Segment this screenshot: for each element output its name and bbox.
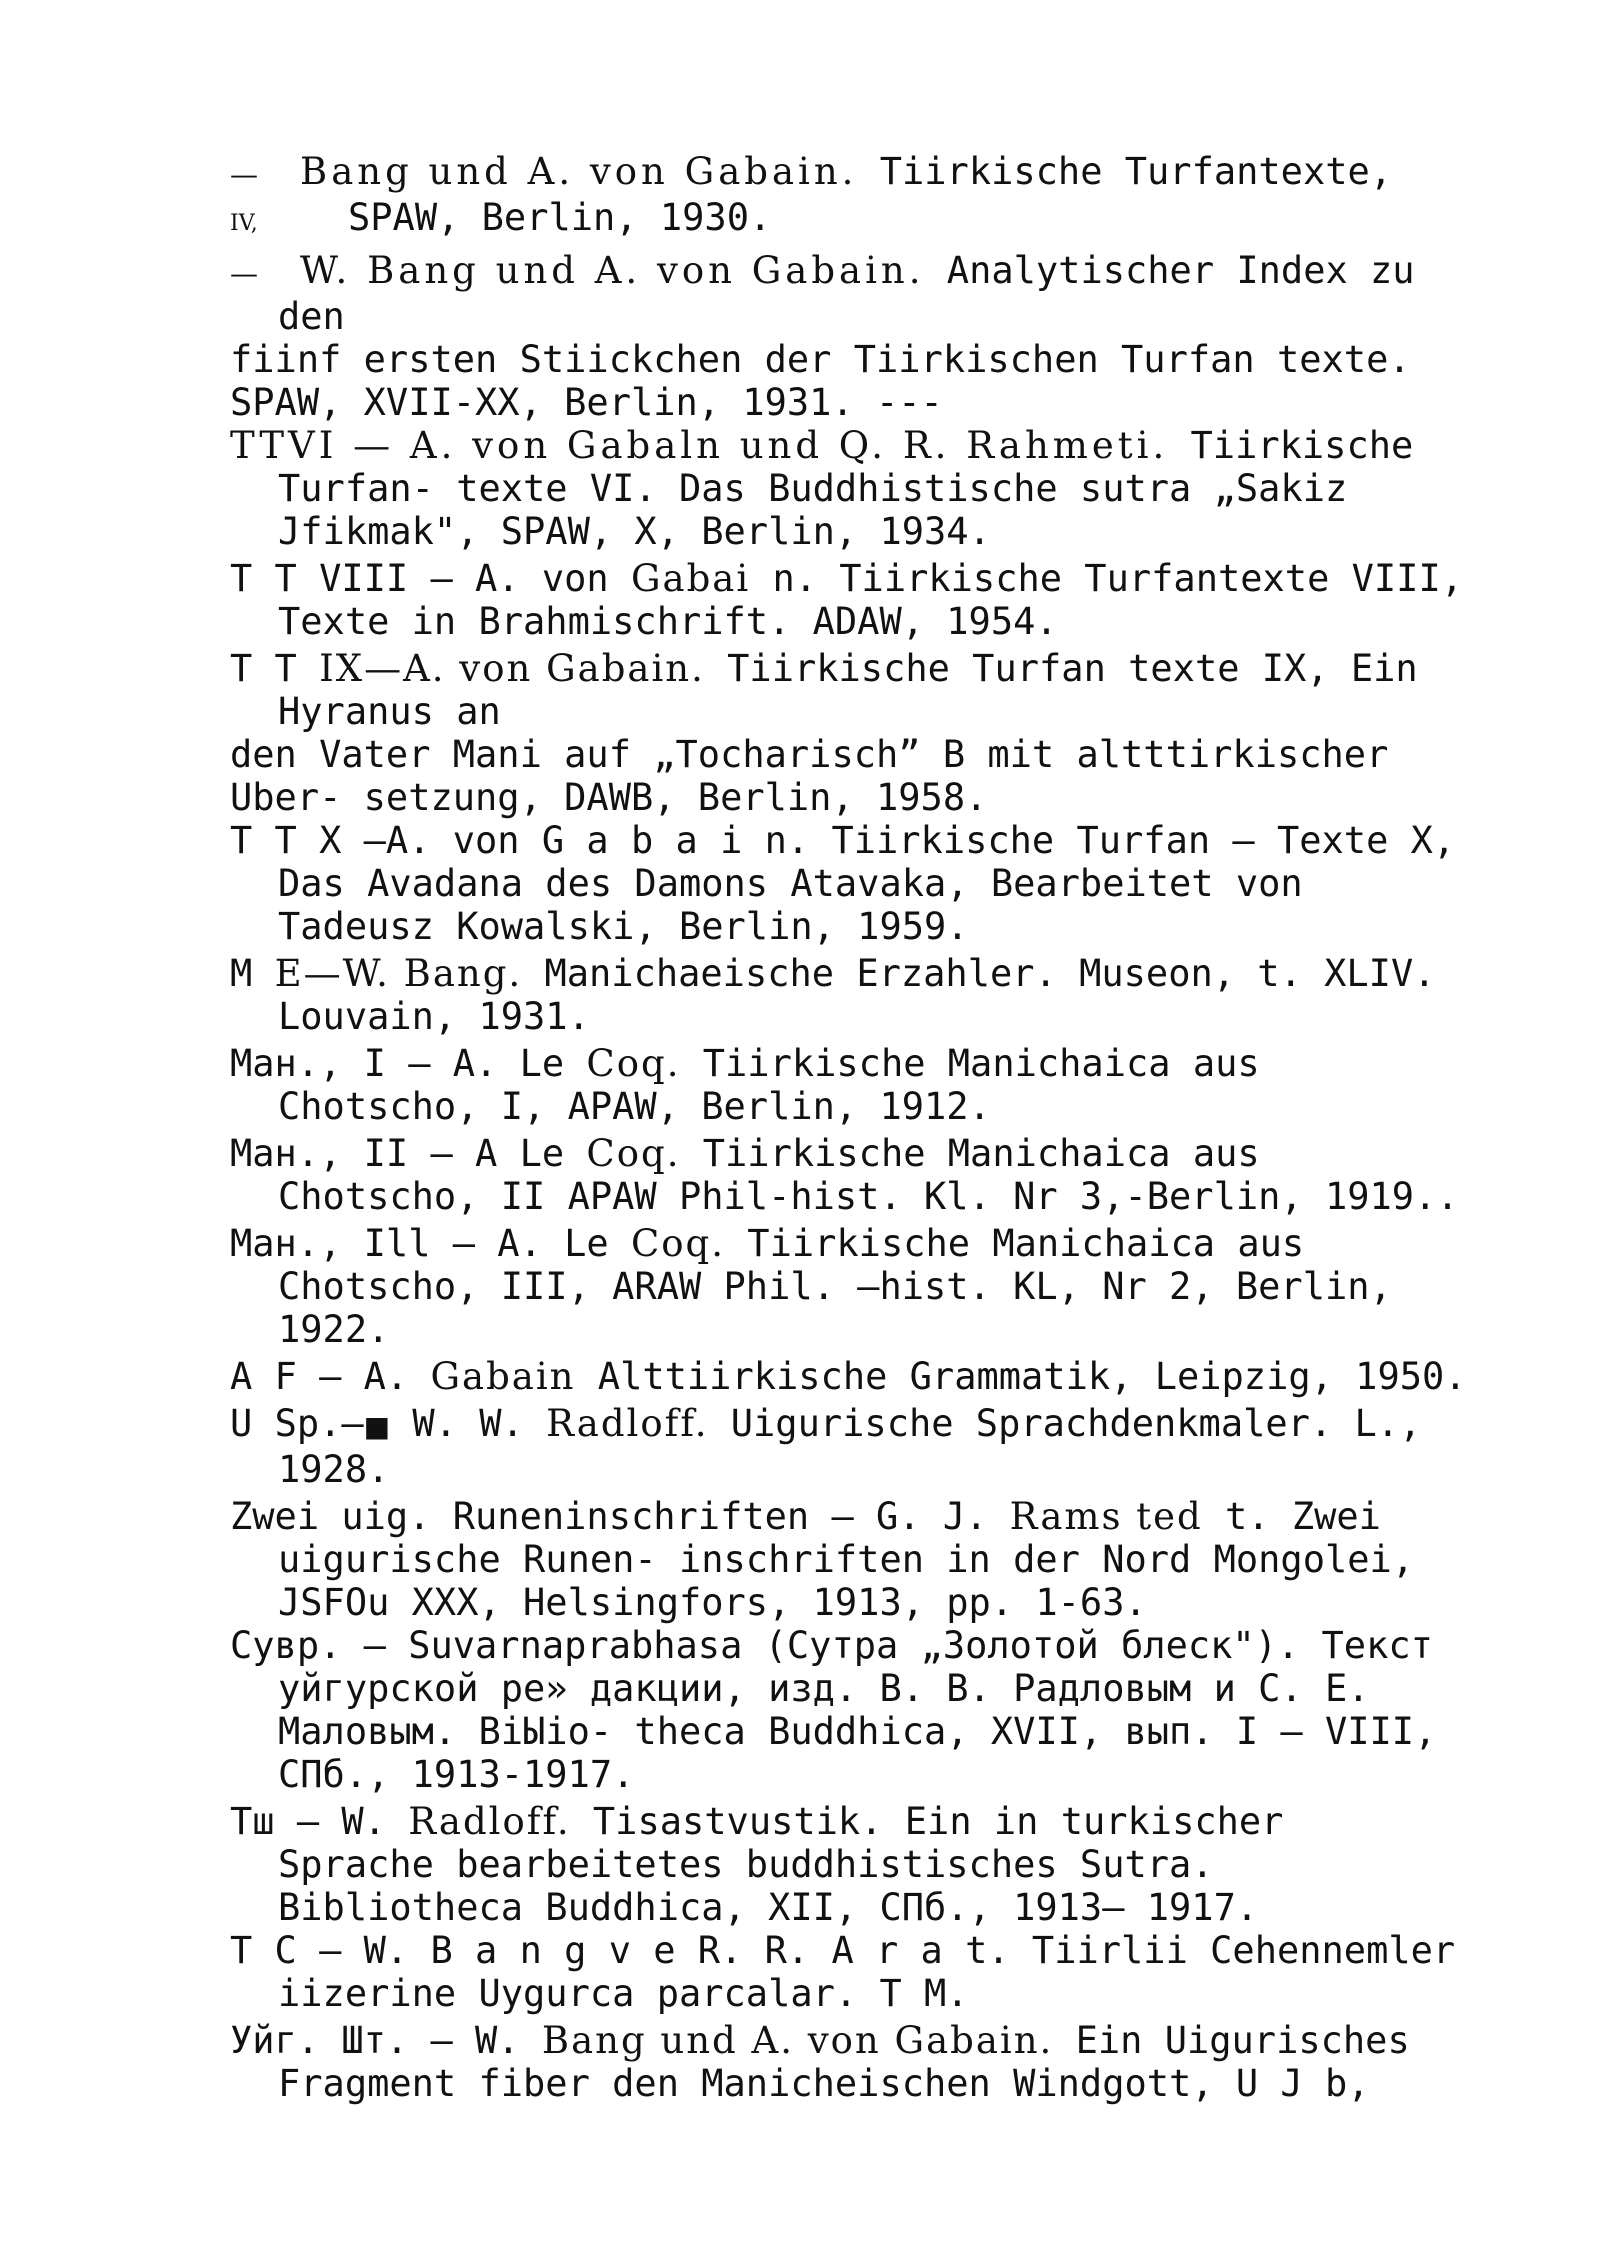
entry-text: SPAW, Berlin, 1930. [348, 196, 772, 239]
entry-line [230, 1929, 1530, 1972]
entry-line [230, 600, 1530, 643]
entry-line [230, 1448, 1530, 1491]
entry-line [230, 467, 1530, 510]
entry-abbreviation: T T VIII — A. von [230, 557, 631, 600]
entry-text: Louvain, 1931. [278, 995, 590, 1038]
entry-line [230, 1132, 1530, 1175]
author-name: Bang und A. von Gabain. [541, 2019, 1054, 2062]
entry-text: uigurische Runen- inschriften in der Nord Mongolei, [278, 1538, 1415, 1581]
entry-text: t. Zwei [1202, 1495, 1381, 1538]
entry-line [230, 1402, 1530, 1448]
bibliography-entry [230, 1402, 1530, 1491]
entry-text: Texte in Brahmischrift. ADAW, 1954. [278, 600, 1058, 643]
author-name: Coq. [586, 1042, 681, 1085]
entry-text: Bibliotheca Buddhica, XII, СПб., 1913— 1917. [278, 1886, 1259, 1929]
entry-line [230, 819, 1530, 862]
entry-line [230, 1667, 1530, 1710]
square-mark: ■ [363, 1410, 391, 1443]
author-name: Bang und A. von Gabain. [300, 150, 858, 193]
entry-text: уйгурской ре» дакции, изд. В. В. Радловым и С. Е. [278, 1667, 1370, 1710]
entry-text: Ein Uigurisches [1053, 2019, 1410, 2062]
author-name: W. Bang und A. von Gabain. [300, 249, 925, 292]
bibliography-entry [230, 647, 1530, 819]
entry-line [230, 1843, 1530, 1886]
author-name: Radloff. [546, 1402, 709, 1445]
entry-abbreviation: A F — A. [230, 1355, 431, 1398]
entry-text: Manichaeische Erzahler. Museon, t. XLIV. [522, 952, 1436, 995]
entry-line [230, 1710, 1530, 1753]
entry-abbreviation: Уйг. Шт. — W. [230, 2019, 542, 2062]
bibliography-entry [230, 1042, 1530, 1128]
entry-line [230, 1495, 1530, 1538]
entry-line [230, 295, 1530, 338]
entry-abbreviation: TTVI — A. von Gabaln und Q. R. Rahmeti. [230, 424, 1169, 467]
entry-line [230, 1800, 1530, 1843]
dash-mark: — [230, 257, 258, 290]
entry-line [230, 905, 1530, 948]
entry-line [230, 150, 1530, 196]
entry-line [230, 196, 1530, 245]
entry-text: Jfikmak", SPAW, X, Berlin, 1934. [278, 510, 991, 553]
entry-text: Tiirkische Manichaica aus [725, 1222, 1305, 1265]
entry-text: Sprache bearbeitetes buddhistisches Sutra. [278, 1843, 1214, 1886]
entry-text: Fragment fiber den Manicheischen Windgott, U J b, [278, 2062, 1370, 2105]
entry-line [230, 1581, 1530, 1624]
entry-line [230, 1886, 1530, 1929]
author-name: Gabain [430, 1355, 576, 1398]
entry-line [230, 647, 1530, 690]
entry-line [230, 381, 1530, 424]
author-name: E—W. Bang. [274, 952, 523, 995]
bibliography-entry [230, 1929, 1530, 2015]
entry-text: den [278, 295, 345, 338]
entry-abbreviation: U [230, 1402, 275, 1445]
entry-line [230, 1308, 1530, 1351]
author-name: Rams ted [1009, 1495, 1203, 1538]
entry-text: Сувр. — Suvarnaprabhasa (Сутра „Золотой блеск"). Текст [230, 1624, 1433, 1667]
entry-text: SPAW, XVII-XX, Berlin, 1931. --- [230, 381, 943, 424]
volume-mark: IV, [230, 211, 258, 236]
entry-text: Alttiirkische Grammatik, Leipzig, 1950. [575, 1355, 1467, 1398]
author-name: Coq. [630, 1222, 726, 1265]
entry-line [230, 249, 1530, 295]
entry-text: 1928. [278, 1448, 390, 1491]
author-name: Coq. [586, 1132, 681, 1175]
entry-text: Tiirkische Turfantexte, [857, 150, 1393, 193]
bibliography-entry [230, 249, 1530, 424]
entry-text: W. W. [390, 1402, 547, 1445]
entry-text: Das Avadana des Damons Atavaka, Bearbeitet von [278, 862, 1303, 905]
entry-text: Hyranus an [278, 690, 501, 733]
entry-line [230, 1972, 1530, 2015]
bibliography-entry [230, 1800, 1530, 1929]
entry-text: JSFOu XXX, Helsingfors, 1913, pp. 1-63. [278, 1581, 1147, 1624]
entry-abbreviation: Тш — W. [230, 1800, 409, 1843]
entry-line [230, 1085, 1530, 1128]
entry-text: Turfan- texte VI. Das Buddhistische sutra „Sakiz [278, 467, 1348, 510]
entry-line [230, 776, 1530, 819]
entry-abbreviation: Ман., I — A. Le [230, 1042, 587, 1085]
entry-line [230, 733, 1530, 776]
entry-text: Маловым. BiЫio- theca Buddhica, XVII, вып. I — VIII, [278, 1710, 1437, 1753]
entry-text: Chotscho, II APAW Phil-hist. Kl. Nr 3,-Berlin, 1919.. [278, 1175, 1459, 1218]
entry-text: iizerine Uygurca parcalar. T M. [278, 1972, 969, 2015]
dash-mark: — [230, 158, 258, 191]
bibliography-entry [230, 1495, 1530, 1624]
entry-abbreviation: Ман., II — A Le [230, 1132, 587, 1175]
author-name: Radloff. [408, 1800, 571, 1843]
entry-text: СПб., 1913-1917. [278, 1753, 635, 1796]
entry-text: Analytischer Index zu [924, 249, 1415, 292]
bibliography-entry [230, 557, 1530, 643]
entry-text: fiinf ersten Stiickchen der Tiirkischen Turfan texte. [230, 338, 1411, 381]
entry-line [230, 995, 1530, 1038]
bibliography-entry [230, 1222, 1530, 1351]
entry-line [230, 1355, 1530, 1398]
entry-line [230, 1222, 1530, 1265]
entry-text: den Vater Mani auf „Tocharisch” B mit altttirkischer [230, 733, 1389, 776]
entry-abbreviation: Sp.— [274, 1402, 364, 1445]
bibliography-entry [230, 1355, 1530, 1398]
entry-line [230, 1175, 1530, 1218]
entry-text: Tiirkische [1168, 424, 1414, 467]
entry-line [230, 1538, 1530, 1581]
entry-text: n. Tiirkische Turfantexte VIII, [750, 557, 1463, 600]
entry-line [230, 1042, 1530, 1085]
bibliography-entry [230, 1624, 1530, 1796]
bibliography-entry [230, 2019, 1530, 2105]
entry-text: Tadeusz Kowalski, Berlin, 1959. [278, 905, 969, 948]
bibliography-entry [230, 952, 1530, 1038]
entry-abbreviation: M [230, 952, 275, 995]
entry-line [230, 1624, 1530, 1667]
entry-text: Uigurische Sprachdenkmaler. L., [708, 1402, 1422, 1445]
entry-abbreviation: Zwei uig. Runeninschriften — G. J. [230, 1495, 1010, 1538]
bibliography-page [230, 150, 1530, 2105]
entry-text: Tisastvustik. Ein in turkischer [570, 1800, 1284, 1843]
entry-line [230, 424, 1530, 467]
bibliography-entry [230, 1132, 1530, 1218]
entry-text: T C — W. B a n g v e R. R. A r a t. Tiirlii Cehennemler [230, 1929, 1456, 1972]
entry-text: Tiirkische Manichaica aus [680, 1042, 1260, 1085]
entry-abbreviation: Ман., Ill — A. Le [230, 1222, 631, 1265]
entry-line [230, 510, 1530, 553]
entry-text: Tiirkische Manichaica aus [680, 1132, 1260, 1175]
entry-text: 1922. [278, 1308, 390, 1351]
entry-line [230, 1753, 1530, 1796]
entry-line [230, 952, 1530, 995]
entry-text: Tiirkische Turfan texte IX, Ein [704, 647, 1418, 690]
bibliography-entry [230, 150, 1530, 245]
entry-line [230, 2062, 1530, 2105]
entry-line [230, 690, 1530, 733]
bibliography-entry [230, 819, 1530, 948]
entry-line [230, 1265, 1530, 1308]
entry-line [230, 557, 1530, 600]
entry-text: T T X —A. von G a b a i n. Tiirkische Turfan — Texte X, [230, 819, 1456, 862]
entry-abbreviation: T T [230, 647, 320, 690]
entry-text: Uber- setzung, DAWB, Berlin, 1958. [230, 776, 988, 819]
entry-line [230, 2019, 1530, 2062]
entry-text: Chotscho, III, ARAW Phil. —hist. KL, Nr 2, Berlin, [278, 1265, 1392, 1308]
entry-line [230, 338, 1530, 381]
entry-line [230, 862, 1530, 905]
author-name: Gabai [630, 557, 751, 600]
entry-text: Chotscho, I, APAW, Berlin, 1912. [278, 1085, 991, 1128]
author-name: IX—A. von Gabain. [319, 647, 705, 690]
bibliography-entry [230, 424, 1530, 553]
